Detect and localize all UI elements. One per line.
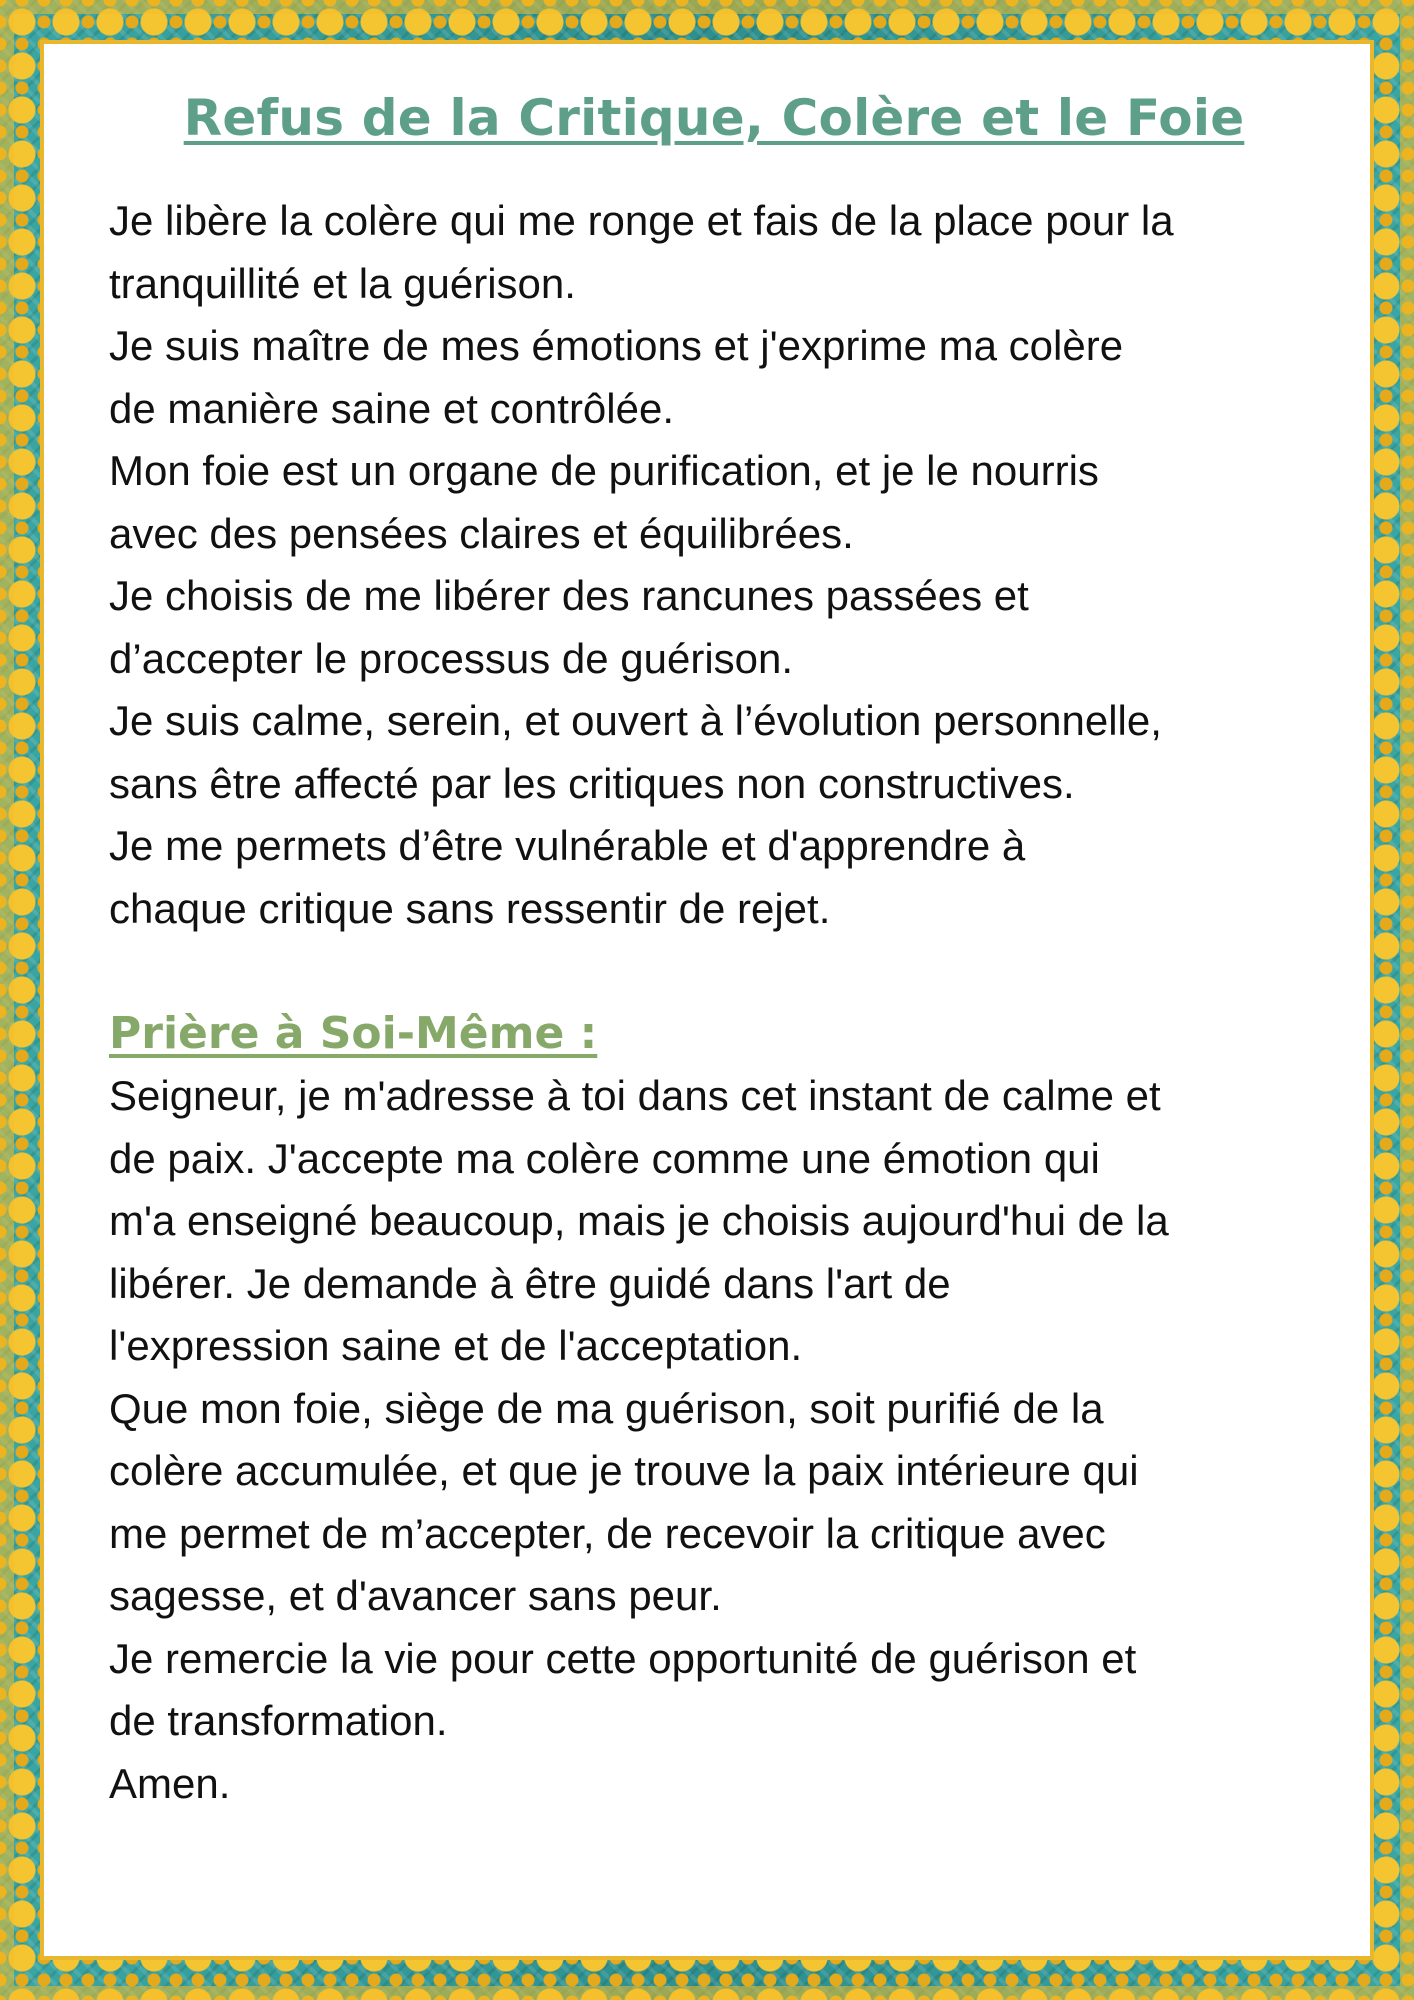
affirmation-line: Je me permets d’être vulnérable et d'apprendre à bbox=[109, 822, 1026, 869]
affirmation-line: sans être affecté par les critiques non constructives. bbox=[109, 759, 1075, 807]
document-content bbox=[109, 80, 1319, 1815]
prayer-line: m'a enseigné beaucoup, mais je choisis aujourd'hui de la bbox=[109, 1197, 1169, 1244]
prayer-line: de transformation. bbox=[109, 1697, 448, 1744]
affirmation-line: tranquillité et la guérison. bbox=[109, 259, 576, 307]
prayer-line: sagesse, et d'avancer sans peur. bbox=[109, 1572, 722, 1619]
page-title: Refus de la Critique, Colère et le Foie bbox=[183, 89, 1245, 147]
prayer-block bbox=[109, 1065, 1319, 1815]
affirmation-line: Je suis calme, serein, et ouvert à l’évolution personnelle, bbox=[109, 697, 1162, 744]
section-spacer bbox=[109, 940, 1319, 1003]
affirmation-line: avec des pensées claires et équilibrées. bbox=[109, 509, 854, 557]
affirmations-block bbox=[109, 190, 1319, 940]
affirmation-line: chaque critique sans ressentir de rejet. bbox=[109, 884, 831, 932]
prayer-line: Je remercie la vie pour cette opportunité de guérison et bbox=[109, 1634, 1137, 1682]
prayer-line: Que mon foie, siège de ma guérison, soit purifié de la bbox=[109, 1384, 1104, 1432]
affirmation-line: de manière saine et contrôlée. bbox=[109, 384, 675, 432]
affirmation-line: Mon foie est un organe de purification, et je le nourris bbox=[109, 447, 1099, 494]
prayer-line: libérer. Je demande à être guidé dans l'art de bbox=[109, 1259, 951, 1307]
affirmation-line: Je choisis de me libérer des rancunes passées et bbox=[109, 572, 1029, 619]
prayer-line: l'expression saine et de l'acceptation. bbox=[109, 1322, 803, 1369]
prayer-line: me permet de m’accepter, de recevoir la critique avec bbox=[109, 1509, 1106, 1557]
affirmation-line: Je libère la colère qui me ronge et fais de la place pour la bbox=[109, 197, 1174, 244]
prayer-line: colère accumulée, et que je trouve la paix intérieure qui bbox=[109, 1447, 1139, 1494]
prayer-heading: Prière à Soi-Même : bbox=[109, 1007, 598, 1059]
prayer-line: Amen. bbox=[109, 1759, 231, 1807]
affirmation-line: Je suis maître de mes émotions et j'exprime ma colère bbox=[109, 322, 1124, 369]
prayer-line: de paix. J'accepte ma colère comme une émotion qui bbox=[109, 1134, 1100, 1182]
affirmation-line: d’accepter le processus de guérison. bbox=[109, 634, 794, 682]
prayer-line: Seigneur, je m'adresse à toi dans cet instant de calme et bbox=[109, 1072, 1161, 1119]
